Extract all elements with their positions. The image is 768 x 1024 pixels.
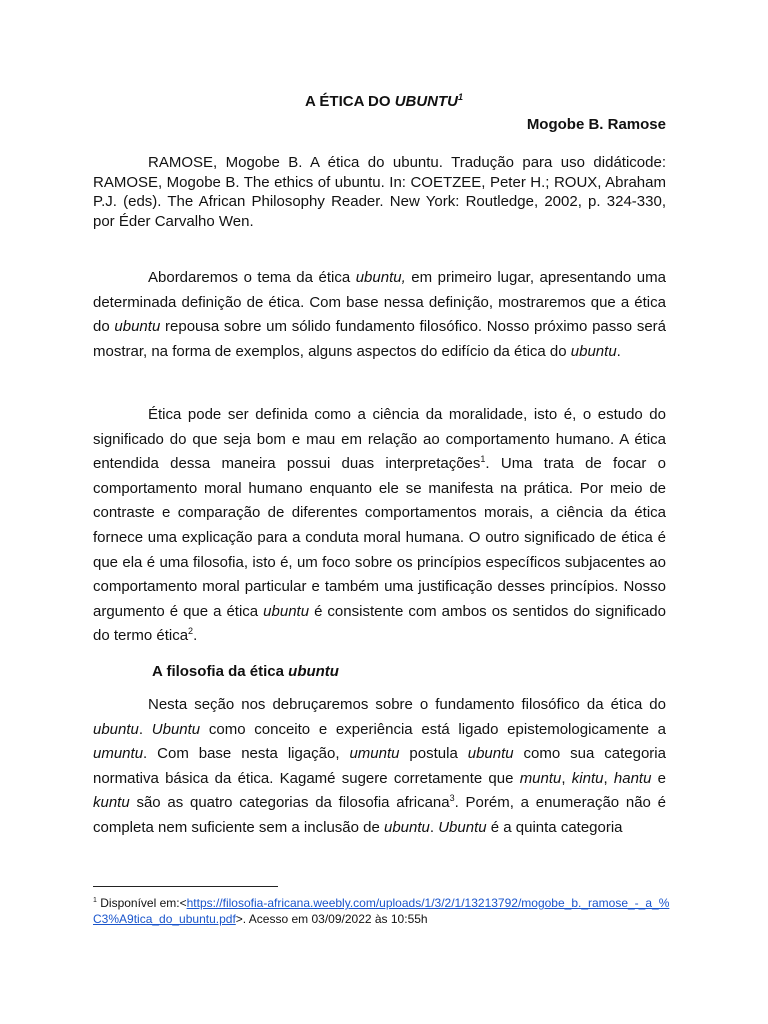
author-name: Mogobe B. Ramose: [526, 116, 666, 133]
footnote-divider: [93, 886, 278, 887]
footnote-marker[interactable]: 1: [458, 92, 464, 102]
document-title: [0, 92, 768, 110]
footnote-marker[interactable]: 3: [449, 793, 455, 804]
footnote-link[interactable]: https://filosofia-africana.weebly.com/uploads/1/3/2/1/13213792/mogobe_b._ramose_-_a_%C3%A9tica_do_ubuntu.pdf: [93, 896, 670, 926]
title-emphasis: UBUNTU: [394, 93, 459, 110]
footnote-number: 1: [93, 897, 97, 904]
section-heading: A filosofia da ética ubuntu: [152, 663, 339, 680]
paragraph-ethics-definition: Ética pode ser definida como a ciência da moralidade, isto é, o estudo do significado do que seja bom e mau em relação ao comportamento humano. A ética entendida dessa maneira possui duas interpretações$^1$. Uma trata de focar o comportamento moral humano enquanto ele se manifesta na prática. Por meio de contraste e comparação de diferentes comportamentos morais, a ciência da ética fornece uma explicação para a conduta moral humana. O outro significado de ética é que ela é uma filosofia, isto é, um foco sobre os princípios específicos subjacentes ao comportamento moral particular e também uma justificação desses princípios. Nosso argumento é que a ética ubuntu é consistente com ambos os sentidos do significado do termo ética$^2$.: [93, 406, 666, 645]
footnote: $^1$ Disponível em:<https://filosofia-africana.weebly.com/uploads/1/3/2/1/13213792/mogobe_b._ramose_-_a_%C3%A9tica_do_ubuntu.pdf>. Acesso em 03/09/2022 às 10:55h: [93, 896, 670, 926]
paragraph-intro: Abordaremos o tema da ética ubuntu, em primeiro lugar, apresentando uma determinada definição de ética. Com base nessa definição, mostraremos que a ética do ubuntu repousa sobre um sólido fundamento filosófico. Nosso próximo passo será mostrar, na forma de exemplos, alguns aspectos do edifício da ética do ubuntu.: [93, 269, 666, 360]
footnote-marker[interactable]: 1: [480, 454, 486, 465]
paragraph-philosophy: Nesta seção nos debruçaremos sobre o fundamento filosófico da ética do ubuntu. Ubuntu como conceito e experiência está ligado epistemologicamente a umuntu. Com base nesta ligação, umuntu postula ubuntu como sua categoria normativa básica da ética. Kagamé sugere corretamente que muntu, kintu, hantu e kuntu são as quatro categorias da filosofia africana$^3$. Porém, a enumeração não é completa nem suficiente sem a inclusão de ubuntu. Ubuntu é a quinta categoria: [93, 696, 667, 836]
reference-text: RAMOSE, Mogobe B. A ética do ubuntu. Tradução para uso didáticode: RAMOSE, Mogobe B. The ethics of ubuntu. In: COETZEE, Peter H.; ROUX, Abraham P.J. (eds). The African Philosophy Reader. New York: Routledge, 2002, p. 324-330, por Éder Carvalho Wen.: [93, 154, 666, 230]
footnote-marker[interactable]: 2: [188, 626, 194, 637]
reference-paragraph: [93, 153, 666, 231]
title-prefix: A ÉTICA DO: [304, 93, 395, 110]
